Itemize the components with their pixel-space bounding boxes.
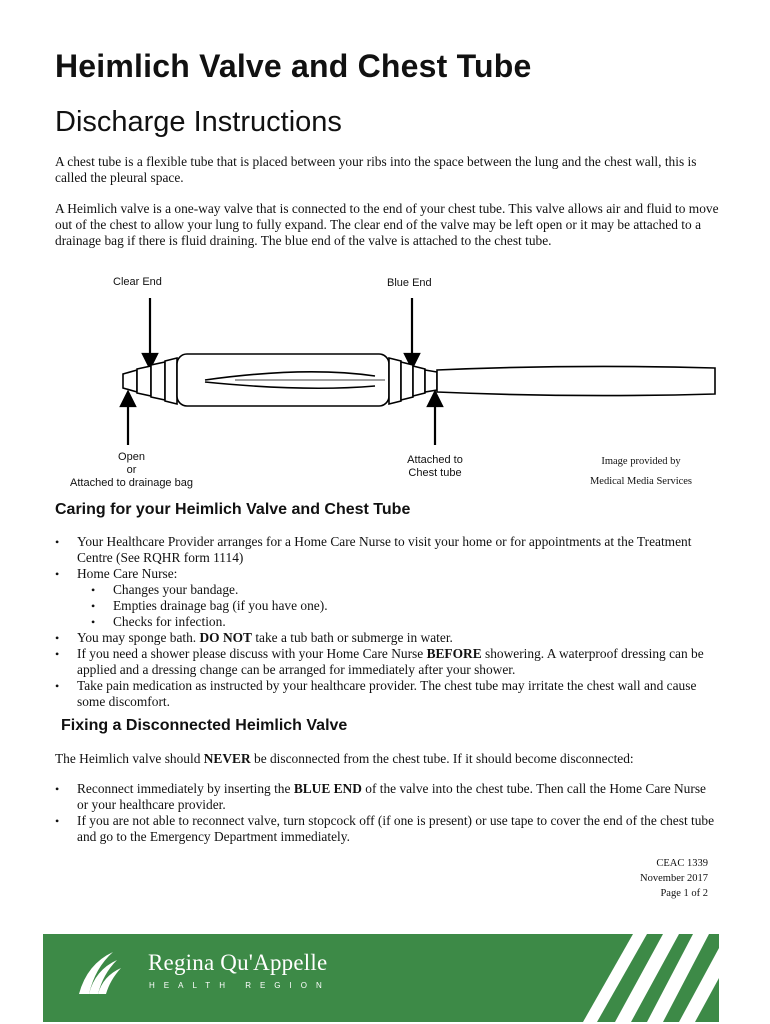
list-item: • Home Care Nurse: • Changes your bandage. • Empties drainage bag (if you have one). • Checks for infection. <box>55 566 720 630</box>
document-date: November 2017 <box>640 873 708 884</box>
list-item: • If you need a shower please discuss with your Home Care Nurse BEFORE showering. A waterproof dressing can be applied and a dressing change can be arranged for immediately after your shower. <box>55 646 720 678</box>
page-number: Page 1 of 2 <box>660 888 708 899</box>
leaf-logo-icon <box>79 952 121 994</box>
banner-stripes <box>43 934 719 1022</box>
intro-paragraph-1: A chest tube is a flexible tube that is placed between your ribs into the space between the lung and the chest wall, this is called the pleural space. <box>55 154 697 185</box>
list-item: • Empties drainage bag (if you have one). <box>91 598 720 614</box>
fixing-list <box>55 781 720 845</box>
list-item: • Reconnect immediately by inserting the BLUE END of the valve into the chest tube. Then call the Home Care Nurse or your healthcare provider. <box>55 781 720 813</box>
page-title: Heimlich Valve and Chest Tube <box>55 48 532 84</box>
list-item: • Your Healthcare Provider arranges for a Home Care Nurse to visit your home or for appointments at the Treatment Centre (See RQHR form 1114) <box>55 534 720 566</box>
nurse-sublist <box>77 582 720 630</box>
organization-name: Regina Qu'Appelle <box>148 950 328 975</box>
fixing-heading: Fixing a Disconnected Heimlich Valve <box>61 717 348 734</box>
image-credit-line-2: Medical Media Services <box>589 476 693 487</box>
organization-subtitle: HEALTH REGION <box>149 981 331 990</box>
intro-paragraph-2: A Heimlich valve is a one-way valve that is connected to the end of your chest tube. This valve allows air and fluid to move out of the chest to allow your lung to fully expand. The clear end of the valve may be left open or it may be attached to a drainage bag if there is fluid draining. The blue end of the valve is attached to the chest tube. <box>55 201 719 248</box>
footer-banner <box>43 934 719 1022</box>
image-credit-line-1: Image provided by <box>601 456 681 467</box>
blue-end-label: Blue End <box>387 277 432 289</box>
document-code: CEAC 1339 <box>656 858 708 869</box>
page-subtitle: Discharge Instructions <box>55 106 342 138</box>
open-end-caption: Open or Attached to drainage bag <box>70 451 193 489</box>
list-item: • Take pain medication as instructed by your healthcare provider. The chest tube may irritate the chest wall and cause some discomfort. <box>55 678 720 710</box>
list-item: • Changes your bandage. <box>91 582 720 598</box>
list-item: • You may sponge bath. DO NOT take a tub bath or submerge in water. <box>55 630 720 646</box>
clear-end-label: Clear End <box>113 276 162 288</box>
caring-list <box>55 534 720 710</box>
document-meta <box>640 856 708 901</box>
heimlich-valve-diagram <box>55 270 720 500</box>
list-item: • Checks for infection. <box>91 614 720 630</box>
fixing-intro: The Heimlich valve should NEVER be disconnected from the chest tube. If it should become disconnected: <box>55 751 634 766</box>
list-item: • If you are not able to reconnect valve, turn stopcock off (if one is present) or use tape to cover the end of the chest tube and go to the Emergency Department immediately. <box>55 813 720 845</box>
caring-heading: Caring for your Heimlich Valve and Chest Tube <box>55 501 411 518</box>
chest-tube-caption: Attached to Chest tube <box>407 454 463 479</box>
